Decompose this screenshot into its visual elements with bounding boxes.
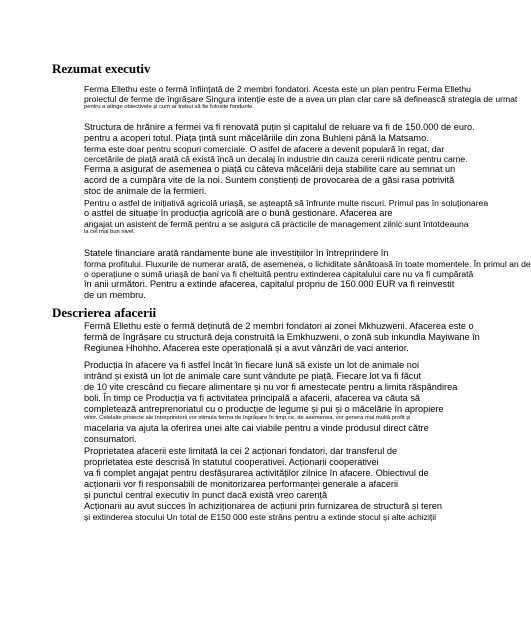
text-line: fermă de îngrășare cu structură deja construită la Emkhuzweni, o zonă sub inkundla Mayiwane în <box>84 332 480 342</box>
text-line: cercetările de piață arată că există încă un decalaj în industrie din cauza cererii ridicate pentru carne. <box>84 154 468 164</box>
paragraph <box>84 248 531 301</box>
text-line: viitor. Celelalte proiecte ale întreprinderii vor stimula ferma de îngrășare în timp ce, de asemenea, vor genera mai multă profit și <box>84 415 411 421</box>
text-line: de 10 vite crescând cu fiecare alimentare și nu vor fi amestecate pentru a limita răspândirea <box>84 382 458 392</box>
text-line: Producția în afacere va fi astfel încât în fiecare lună să existe un lot de animale noi <box>84 360 420 370</box>
paragraph <box>84 360 456 445</box>
text-line: acord de a cumpăra vite de la noi. Suntem conștienți de provocarea de a găsi rasa potrivită <box>84 175 455 185</box>
text-line: macelaria va ajuta la oferirea unei alte cai viabile pentru a vinde produsul direct către <box>84 422 429 433</box>
text-line: acționarii vor fi responsabili de monitorizarea performanței generale a afacerii <box>84 479 399 489</box>
section-heading-business-description: Descrierea afacerii <box>52 305 157 320</box>
text-line: proiectul de ferme de îngrășare Singura intenție este de a avea un plan clar care să definească strategia de urmat <box>84 94 518 104</box>
text-line: Ferma a asigurat de asemenea o piață cu câteva măcelării deja stabilite care au semnat un <box>84 164 456 174</box>
text-line: consumatori. <box>84 433 137 444</box>
text-line: o astfel de situație în producția agricolă are o bună gestionare. Afacerea are <box>84 208 393 218</box>
paragraph <box>84 84 518 112</box>
text-line: intrând și există un lot de animale care sunt vândute pe piață. Fiecare lot va fi făcut <box>84 371 422 381</box>
text-line: la cel mai bun nivel. <box>84 229 135 235</box>
text-line: proprietatea este descrisă în statutul cooperativei. Acționarii cooperativei <box>84 457 379 467</box>
text-line: boli. În timp ce Producția va fi activitatea principală a afacerii, afacerea va căuta să <box>84 393 421 403</box>
text-line: Statele financiare arată randamente bune ale investițiilor în întreprindere în <box>84 248 389 258</box>
text-line: Structura de hrănire a fermei va fi renovată puțin și capitalul de reluare va fi de 150.000 de euro. <box>84 122 475 132</box>
text-line: pentru a acoperi totul. Piața țintă sunt măcelăriile din zona Buhleni până la Matsamo. <box>84 133 429 143</box>
text-line: stoc de animale de la fermieri. <box>84 186 207 196</box>
paragraph <box>84 198 489 237</box>
text-line: Ferma Ellethu este o fermă înființată de 2 membri fondatori. Acesta este un plan pentru Ferma Ellethu <box>84 84 471 94</box>
section-heading-executive-summary: Rezumat executiv <box>52 61 151 76</box>
text-line: va fi complet angajat pentru desfășurarea activităților zilnice în afacere. Obiectivul de <box>84 468 429 478</box>
text-line: Regiunea Hhohho. Afacerea este operațională și a avut vânzări de vaci anterior. <box>84 343 409 353</box>
text-line: angajat un asistent de fermă pentru a se asigura că practicile de management zilnic sunt întotdeauna <box>84 219 469 229</box>
text-line: în anii următori. Pentru a extinde afacerea, capitalul propriu de 150.000 EUR va fi reinvestit <box>84 279 455 289</box>
text-line: Pentru o astfel de inițiativă agricolă uriașă, se așteaptă să înfrunte multe riscuri. Primul pas în soluționarea <box>84 198 489 208</box>
text-line: o operațiune o sumă uriașă de bani va fi cheltuită pentru extinderea capitalului care nu va fi cumpărată <box>84 269 474 279</box>
text-line: și punctul central executiv în punct dacă există vreo carență <box>84 490 328 500</box>
text-line: completează antreprenoriatul cu o producție de legume și pui și o măcelărie în apropiere <box>84 404 444 414</box>
paragraph <box>84 446 456 522</box>
text-line: forma profitului. Fluxurile de numerar arată, de asemenea, o lichiditate sănătoasă în toate momentele. În primul an de <box>84 259 531 269</box>
text-line: Fermă Ellethu este o fermă deținută de 2 membri fondatori ai zonei Mkhuzweni. Afacerea este o <box>84 321 474 331</box>
paragraph <box>84 321 480 354</box>
text-line: și extinderea stocului Un total de E150 000 este strâns pentru a extinde stocul și alte achiziții <box>84 512 437 522</box>
text-line: Proprietatea afacerii este limitată la cei 2 acționari fondatori, dar transferul de <box>84 446 398 456</box>
text-line: Acționarii au avut succes în achiziționarea de acțiuni prin furnizarea de structură și teren <box>84 501 442 511</box>
paragraph <box>84 122 475 197</box>
text-line: pentru a atinge obiectivele și cum ar trebui să fie folosite fondurile. <box>84 104 254 110</box>
text-line: ferma este doar pentru scopuri comerciale. O astfel de afacere a devenit populară în regat, dar <box>84 144 445 154</box>
text-line: de un membru. <box>84 290 146 300</box>
